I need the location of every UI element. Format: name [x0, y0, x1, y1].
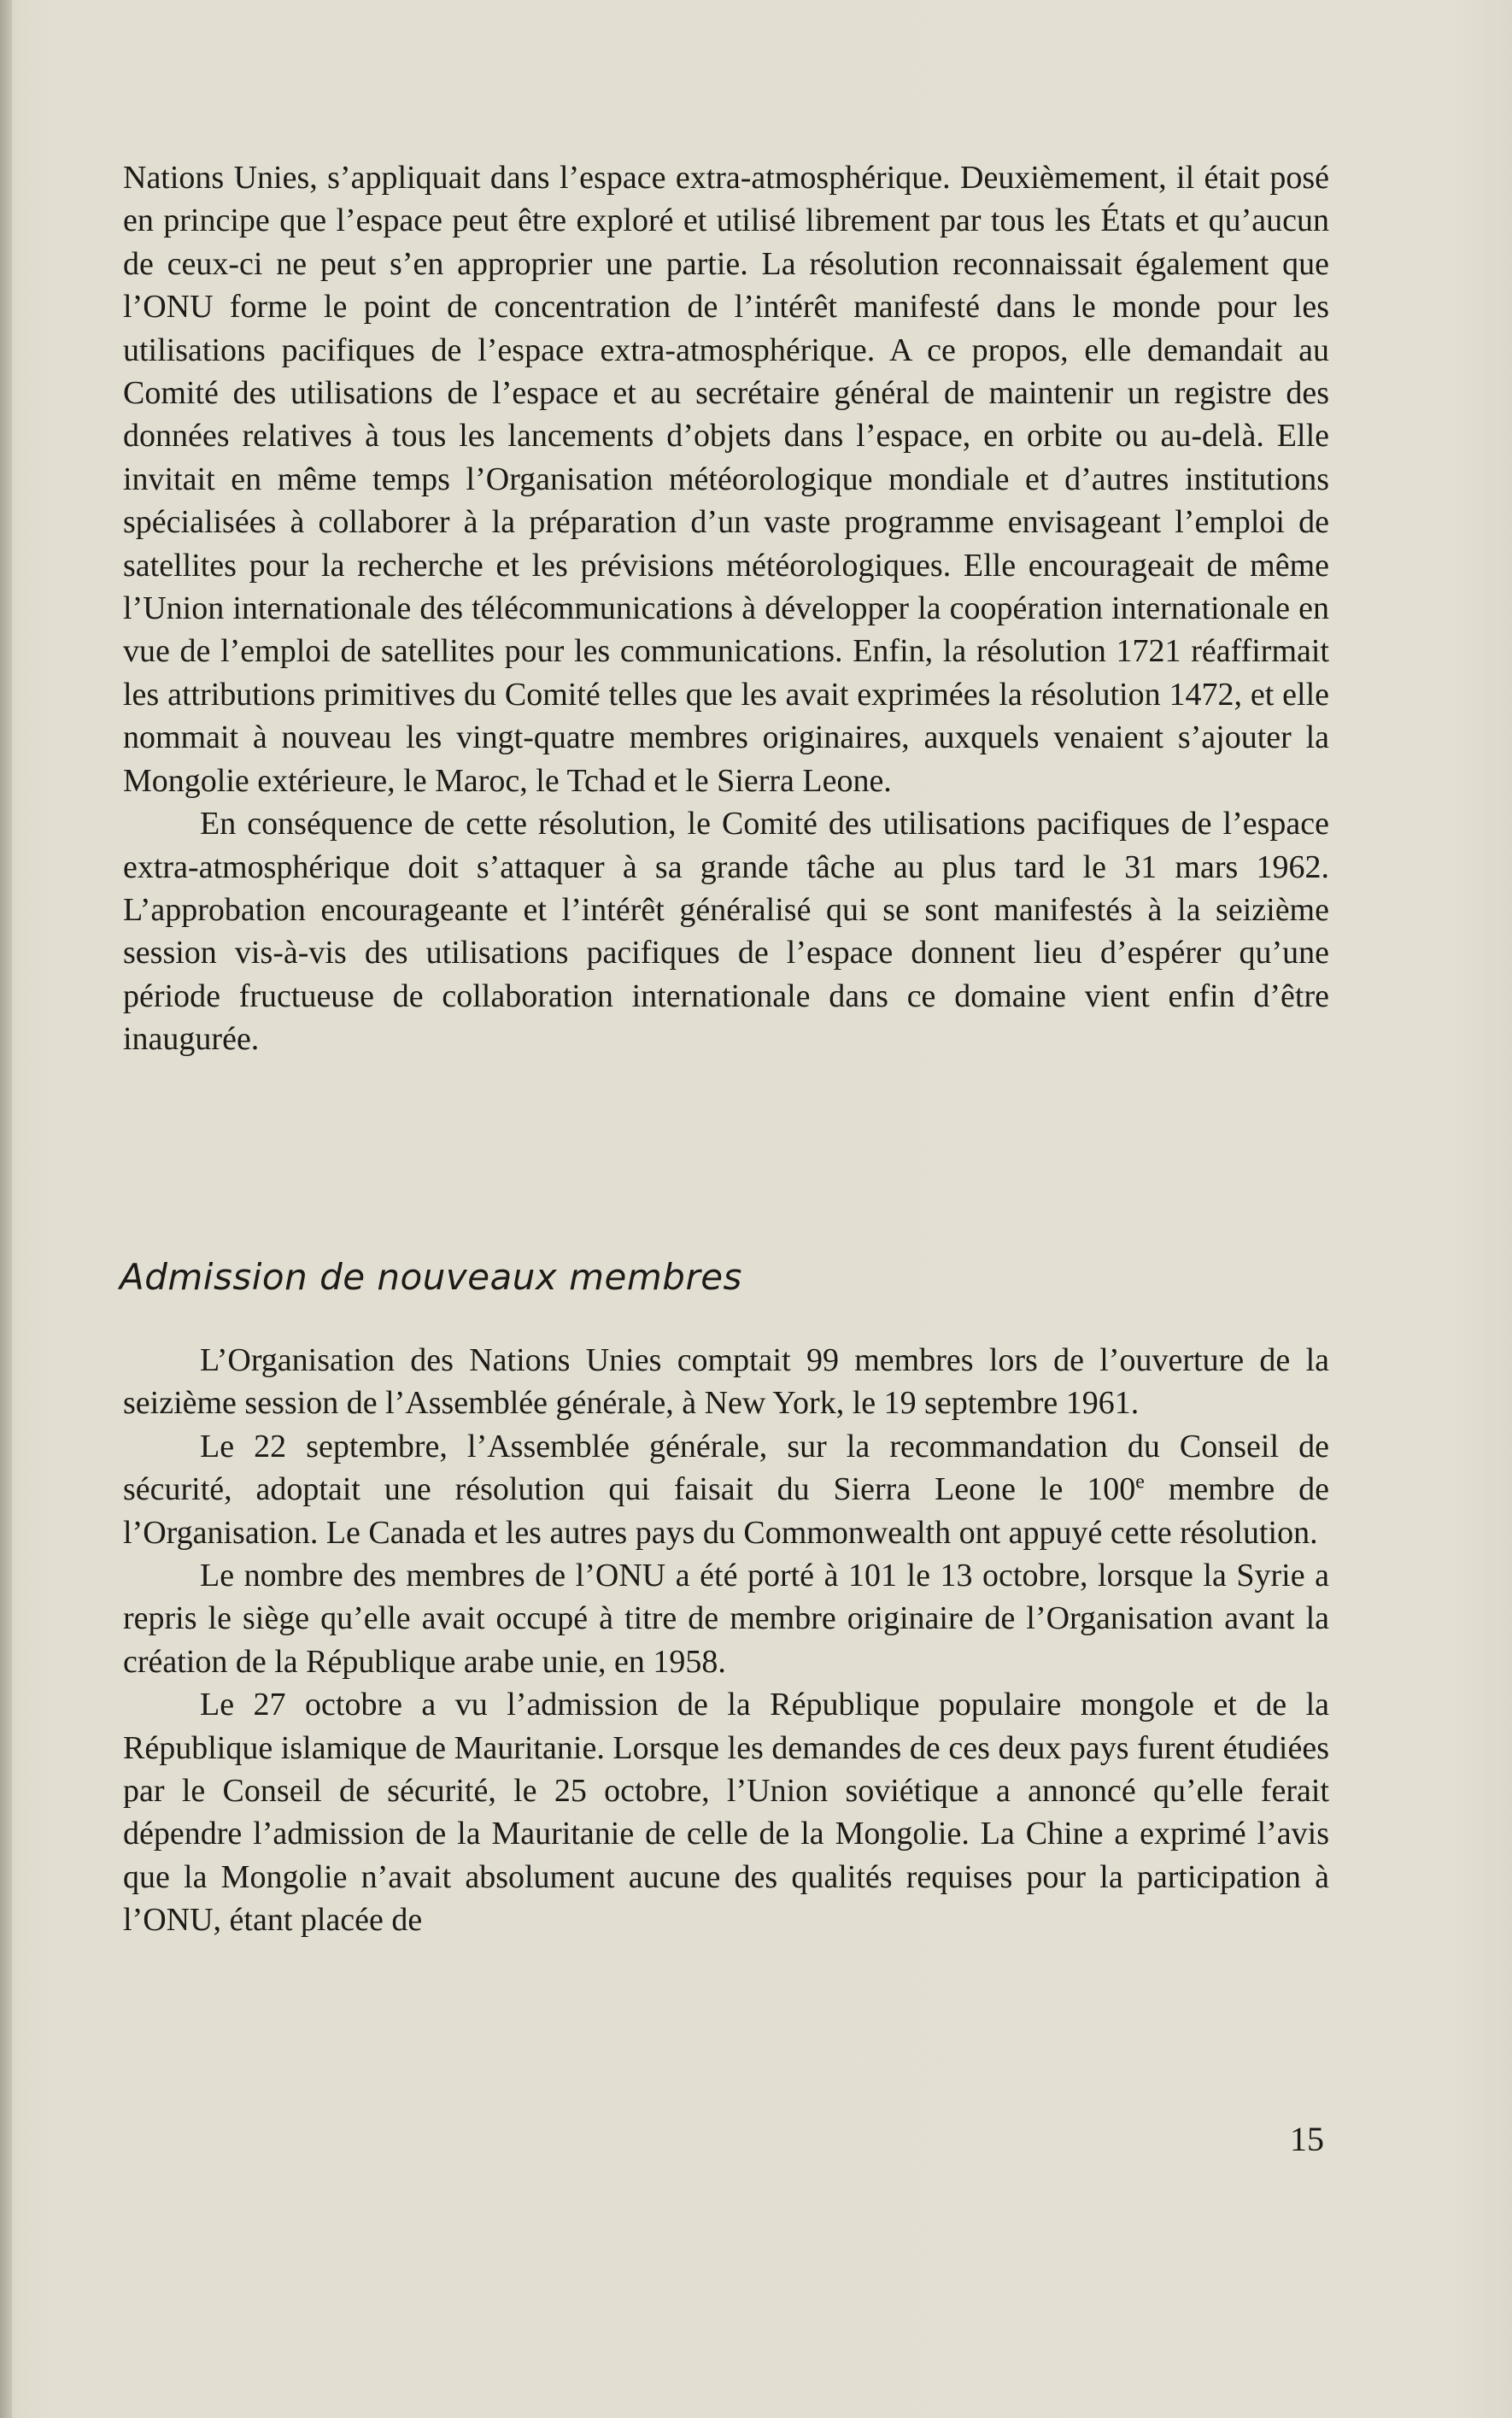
- paragraph-committee-task: En conséquence de cette résolution, le Comité des utilisations pacifiques de l’espace extra-atmosphérique doit s’attaquer à sa grande tâche au plus tard le 31 mars 1962. L’approbation encourageante et l’intérêt généralisé qui se sont manifestés à la seizième session vis-à-vis des utilisations pacifiques de l’espace donnent lieu d’espérer qu’une période fructueuse de collaboration internationale dans ce domaine vient enfin d’être inaugurée.: [123, 806, 1329, 1058]
- sierra-leone-text-after: membre de l’Organisation. Le Canada et les autres pays du Commonwealth ont appuyé cette résolution.: [123, 1471, 1330, 1551]
- page-number: 15: [1290, 2120, 1324, 2158]
- paragraph-syria: Le nombre des membres de l’ONU a été porté à 101 le 13 octobre, lorsque la Syrie a repris le siège qu’elle avait occupé à titre de membre originaire de l’Organisation avant la création de la République arabe unie, en 1958.: [123, 1558, 1329, 1680]
- paragraph-membership-count: L’Organisation des Nations Unies comptait 99 membres lors de l’ouverture de la seizième session de l’Assemblée générale, à New York, le 19 septembre 1961.: [123, 1342, 1329, 1422]
- sierra-leone-text-before: Le 22 septembre, l’Assemblée générale, sur la recommandation du Conseil de sécurité, adoptait une résolution qui faisait du Sierra Leone le 100: [123, 1428, 1329, 1508]
- body-text-section-1: [123, 156, 1329, 1061]
- paragraph-sierra-leone: [123, 1425, 1329, 1554]
- paragraph-outer-space-resolution: Nations Unies, s’appliquait dans l’espace extra-atmosphérique. Deuxièmement, il était posé en principe que l’espace peut être exploré et utilisé librement par tous les États et qu’aucun de ceux-ci ne peut s’en approprier une partie. La résolution reconnaissait également que l’ONU forme le point de concentration de l’intérêt manifesté dans le monde pour les utilisations pacifiques de l’espace extra-atmosphérique. A ce propos, elle demandait au Comité des utilisations de l’espace et au secrétaire général de maintenir un registre des données relatives à tous les lancements d’objets dans l’espace, en orbite ou au-delà. Elle invitait en même temps l’Organisation météorologique mondiale et d’autres institutions spécialisées à collaborer à la préparation d’un vaste programme envisageant l’emploi de satellites pour la recherche et les prévisions météorologiques. Elle encourageait de même l’Union internationale des télécommunications à développer la coopération internationale en vue de l’emploi de satellites pour les communications. Enfin, la résolution 1721 réaffirmait les attributions primitives du Comité telles que les avait exprimées la résolution 1472, et elle nommait à nouveau les vingt-quatre membres originaires, auxquels venaient s’ajouter la Mongolie extérieure, le Maroc, le Tchad et le Sierra Leone.: [123, 160, 1329, 799]
- book-spine-shadow: [0, 0, 12, 2418]
- ordinal-superscript: e: [1135, 1470, 1145, 1494]
- body-text-section-2: [123, 1339, 1329, 1942]
- paragraph-mongolia-mauritania: Le 27 octobre a vu l’admission de la République populaire mongole et de la République islamique de Mauritanie. Lorsque les demandes de ces deux pays furent étudiées par le Conseil de sécurité, le 25 octobre, l’Union soviétique a annoncé qu’elle ferait dépendre l’admission de la Mauritanie de celle de la Mongolie. La Chine a exprimé l’avis que la Mongolie n’avait absolument aucune des qualités requises pour la participation à l’ONU, étant placée de: [123, 1687, 1329, 1939]
- section-heading: Admission de nouveaux membres: [120, 1256, 742, 1298]
